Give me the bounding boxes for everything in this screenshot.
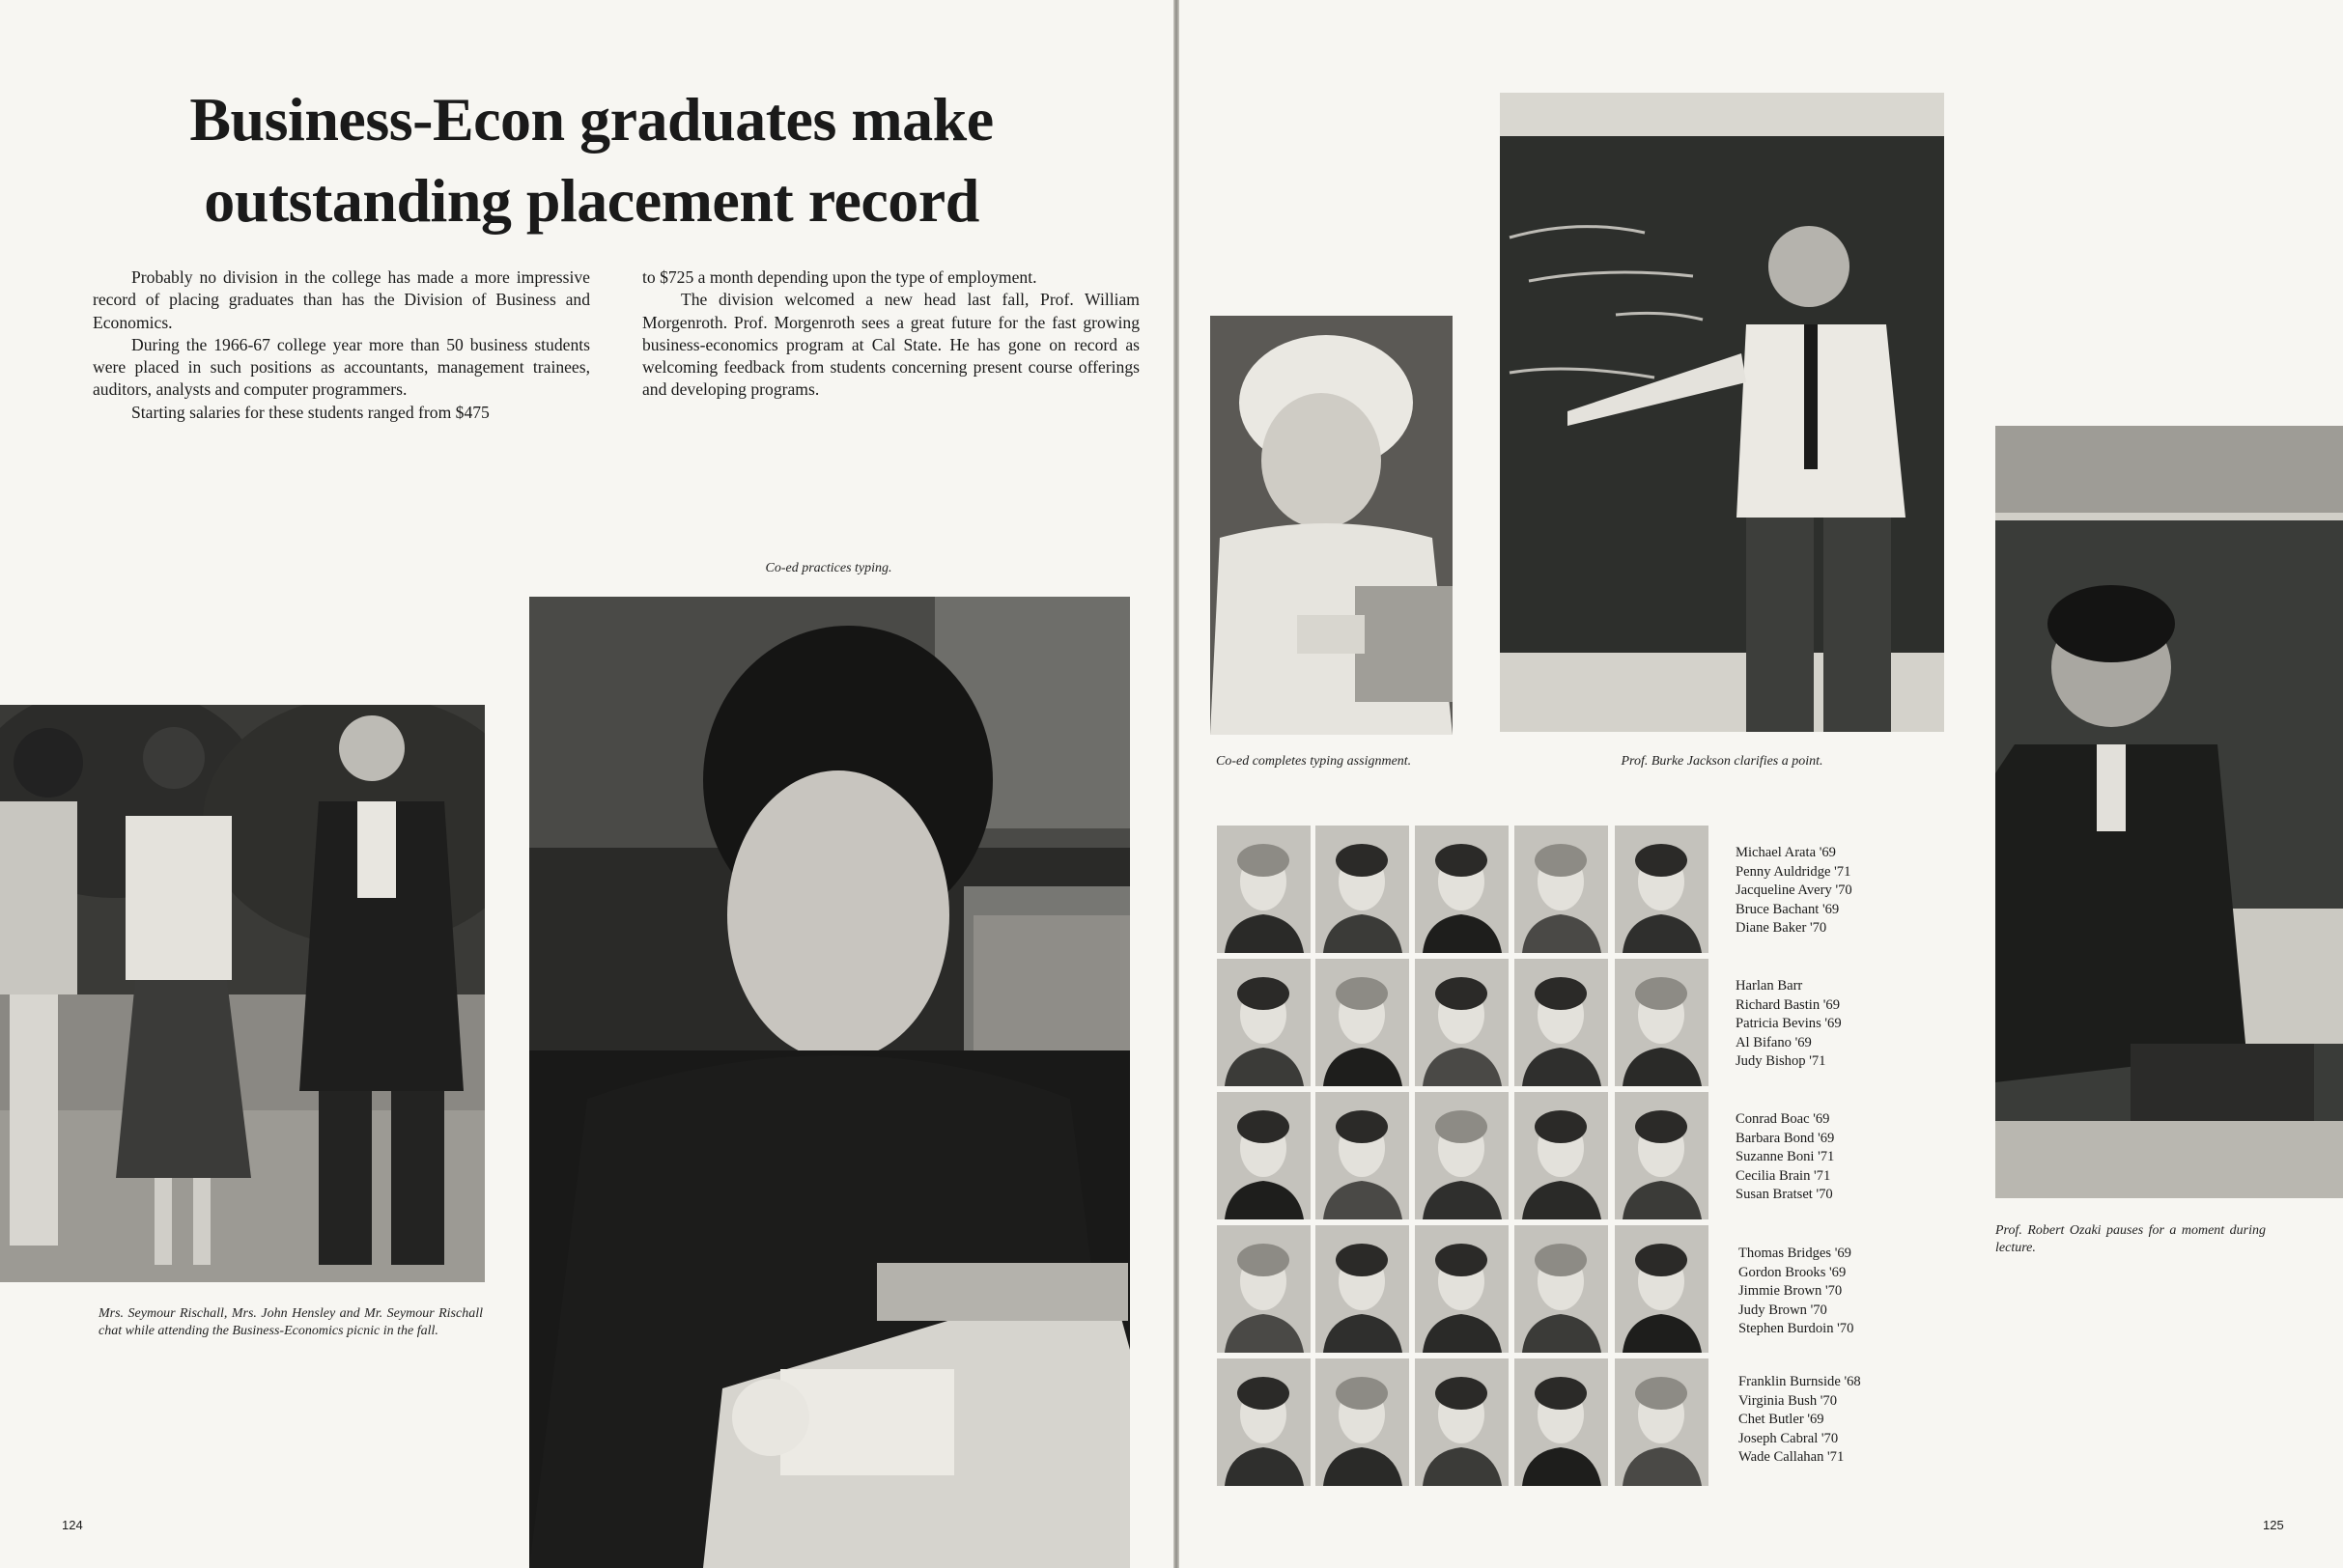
student-name: Harlan Barr bbox=[1736, 978, 1803, 994]
headline bbox=[116, 79, 1067, 241]
student-name: Diane Baker '70 bbox=[1736, 920, 1827, 936]
portrait-row bbox=[1217, 826, 1711, 953]
typing-illustration bbox=[529, 597, 1130, 1568]
portrait-row bbox=[1217, 1225, 1711, 1353]
student-name: Jacqueline Avery '70 bbox=[1736, 882, 1852, 898]
student-name: Jimmie Brown '70 bbox=[1738, 1283, 1843, 1299]
student-portrait bbox=[1415, 1358, 1509, 1486]
student-name: Joseph Cabral '70 bbox=[1738, 1430, 1839, 1446]
student-portrait bbox=[1514, 1225, 1608, 1353]
portrait-silhouette bbox=[1415, 1225, 1509, 1353]
ozaki-caption: Prof. Robert Ozaki pauses for a moment during lecture. bbox=[1995, 1223, 2266, 1255]
article-paragraph: During the 1966-67 college year more than 50 business students were placed in such positions as accountants, management trainees, auditors, analysts and computer programmers. bbox=[93, 334, 590, 400]
portrait-silhouette bbox=[1217, 1358, 1311, 1486]
student-name: Bruce Bachant '69 bbox=[1736, 901, 1840, 917]
article-column-2 bbox=[642, 266, 1140, 402]
portrait-silhouette bbox=[1315, 1358, 1409, 1486]
student-portrait bbox=[1217, 1092, 1311, 1219]
student-portrait bbox=[1315, 1225, 1409, 1353]
typing-assignment-illustration bbox=[1210, 316, 1453, 735]
student-portrait bbox=[1615, 1225, 1708, 1353]
portrait-silhouette bbox=[1415, 959, 1509, 1086]
article-paragraph: Starting salaries for these students ranged from $475 bbox=[131, 402, 490, 422]
student-name: Michael Arata '69 bbox=[1736, 845, 1836, 860]
article-paragraph: to $725 a month depending upon the type of employment. bbox=[642, 267, 1037, 287]
picnic-illustration bbox=[0, 705, 485, 1282]
roster-names-row-3 bbox=[1736, 1110, 1834, 1205]
student-portrait bbox=[1514, 959, 1608, 1086]
student-name: Barbara Bond '69 bbox=[1736, 1130, 1835, 1146]
student-name: Virginia Bush '70 bbox=[1738, 1392, 1838, 1409]
student-portrait bbox=[1514, 826, 1608, 953]
student-portrait bbox=[1615, 1358, 1708, 1486]
student-portrait bbox=[1514, 1092, 1608, 1219]
portrait-silhouette bbox=[1514, 959, 1608, 1086]
student-name: Conrad Boac '69 bbox=[1736, 1111, 1830, 1127]
portrait-silhouette bbox=[1217, 1225, 1311, 1353]
page-number-left: 124 bbox=[62, 1518, 83, 1532]
jackson-photo bbox=[1500, 93, 1944, 732]
student-name: Al Bifano '69 bbox=[1736, 1034, 1812, 1050]
student-portrait bbox=[1217, 1225, 1311, 1353]
portrait-silhouette bbox=[1514, 1358, 1608, 1486]
portrait-silhouette bbox=[1615, 1358, 1708, 1486]
ozaki-illustration bbox=[1995, 426, 2343, 1198]
portrait-silhouette bbox=[1415, 1358, 1509, 1486]
typing-caption: Co-ed practices typing. bbox=[765, 561, 892, 575]
portrait-silhouette bbox=[1615, 1225, 1708, 1353]
student-portrait bbox=[1415, 1225, 1509, 1353]
roster-names-row-5 bbox=[1738, 1373, 1861, 1468]
student-portrait bbox=[1615, 1092, 1708, 1219]
student-portrait bbox=[1315, 826, 1409, 953]
student-portrait bbox=[1315, 959, 1409, 1086]
portrait-silhouette bbox=[1415, 826, 1509, 953]
headline-line-2: outstanding placement record bbox=[204, 166, 979, 235]
student-name: Richard Bastin '69 bbox=[1736, 996, 1841, 1013]
student-name: Judy Bishop '71 bbox=[1736, 1053, 1826, 1069]
typing-photo bbox=[529, 597, 1130, 1568]
jackson-caption: Prof. Burke Jackson clarifies a point. bbox=[1621, 754, 1823, 769]
portrait-silhouette bbox=[1217, 826, 1311, 953]
portrait-row bbox=[1217, 959, 1711, 1086]
portrait-silhouette bbox=[1615, 1092, 1708, 1219]
student-name: Patricia Bevins '69 bbox=[1736, 1016, 1842, 1031]
student-name: Wade Callahan '71 bbox=[1738, 1449, 1845, 1465]
student-portrait bbox=[1514, 1358, 1608, 1486]
roster-names-row-1 bbox=[1736, 844, 1852, 938]
student-portrait bbox=[1615, 959, 1708, 1086]
student-name: Chet Butler '69 bbox=[1738, 1412, 1824, 1427]
page-number-right: 125 bbox=[2263, 1518, 2284, 1532]
portrait-silhouette bbox=[1615, 826, 1708, 953]
student-name: Judy Brown '70 bbox=[1738, 1302, 1827, 1318]
student-name: Gordon Brooks '69 bbox=[1738, 1264, 1847, 1280]
ozaki-photo bbox=[1995, 426, 2343, 1198]
typing-assignment-caption: Co-ed completes typing assignment. bbox=[1216, 754, 1412, 769]
student-portrait bbox=[1615, 826, 1708, 953]
student-portrait bbox=[1415, 826, 1509, 953]
headline-line-1: Business-Econ graduates make bbox=[189, 85, 994, 154]
typing-assignment-photo bbox=[1210, 316, 1453, 735]
roster-names-row-2 bbox=[1736, 977, 1842, 1072]
student-name: Stephen Burdoin '70 bbox=[1738, 1321, 1854, 1336]
article-paragraph: The division welcomed a new head last fall, Prof. William Morgenroth. Prof. Morgenroth sees a great future for the fast growing business-economics program at Cal State. He has gone on record as welcoming feedback from students concerning present course offerings and developing programs. bbox=[642, 290, 1140, 400]
student-portrait bbox=[1217, 826, 1311, 953]
student-portrait bbox=[1415, 1092, 1509, 1219]
portrait-silhouette bbox=[1415, 1092, 1509, 1219]
student-portrait bbox=[1315, 1092, 1409, 1219]
portrait-silhouette bbox=[1315, 826, 1409, 953]
student-name: Suzanne Boni '71 bbox=[1736, 1149, 1835, 1164]
picnic-photo bbox=[0, 705, 485, 1282]
portrait-silhouette bbox=[1217, 959, 1311, 1086]
student-name: Thomas Bridges '69 bbox=[1738, 1246, 1851, 1261]
portrait-silhouette bbox=[1315, 959, 1409, 1086]
student-portrait bbox=[1315, 1358, 1409, 1486]
student-portrait bbox=[1415, 959, 1509, 1086]
portrait-row bbox=[1217, 1358, 1711, 1486]
portrait-silhouette bbox=[1615, 959, 1708, 1086]
student-name: Franklin Burnside '68 bbox=[1738, 1374, 1861, 1389]
article-column-1 bbox=[93, 266, 590, 424]
article-paragraph: Probably no division in the college has made a more impressive record of placing graduates than has the Division of Business and Economics. bbox=[93, 267, 590, 332]
portrait-silhouette bbox=[1217, 1092, 1311, 1219]
student-name: Penny Auldridge '71 bbox=[1736, 863, 1851, 880]
picnic-caption: Mrs. Seymour Rischall, Mrs. John Hensley and Mr. Seymour Rischall chat while attending the Business-Economics picnic in the fall. bbox=[99, 1306, 483, 1338]
portrait-row bbox=[1217, 1092, 1711, 1219]
student-portrait bbox=[1217, 1358, 1311, 1486]
student-portrait bbox=[1217, 959, 1311, 1086]
portrait-silhouette bbox=[1315, 1092, 1409, 1219]
roster-names-row-4 bbox=[1738, 1245, 1853, 1339]
portrait-silhouette bbox=[1315, 1225, 1409, 1353]
student-name: Susan Bratset '70 bbox=[1736, 1187, 1833, 1202]
student-name: Cecilia Brain '71 bbox=[1736, 1167, 1831, 1184]
portrait-silhouette bbox=[1514, 826, 1608, 953]
portrait-silhouette bbox=[1514, 1225, 1608, 1353]
portrait-silhouette bbox=[1514, 1092, 1608, 1219]
jackson-illustration bbox=[1500, 93, 1944, 732]
